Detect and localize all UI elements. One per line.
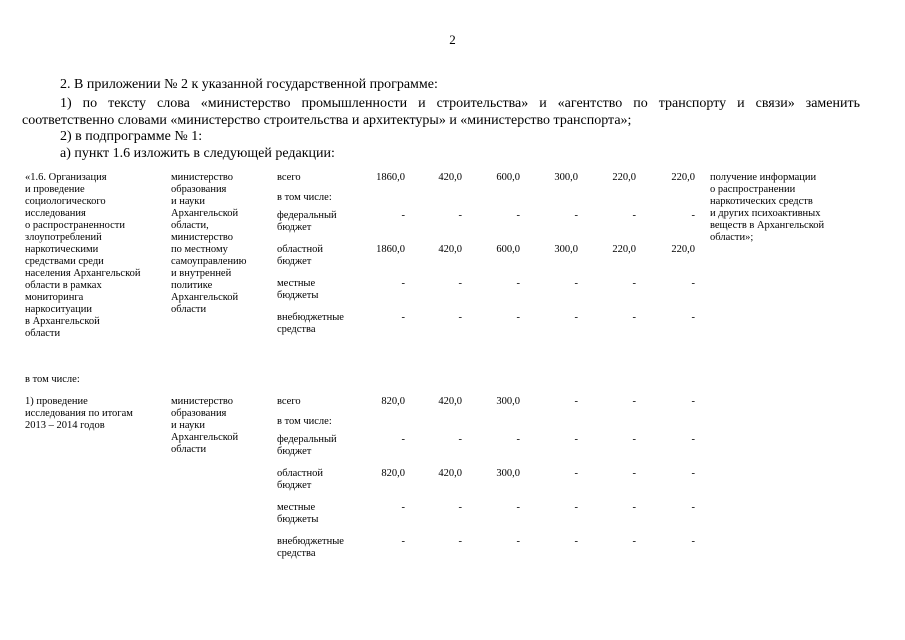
funding-source-label: бюджет <box>277 480 312 491</box>
funding-value: 220,0 <box>612 172 636 183</box>
funding-value: - <box>574 278 578 289</box>
funding-source-label: бюджет <box>277 222 312 233</box>
event-name-line: наркоситуации <box>25 304 92 315</box>
funding-value: - <box>574 468 578 479</box>
funding-value: - <box>574 502 578 513</box>
funding-value: - <box>574 536 578 547</box>
funding-value: 220,0 <box>671 244 695 255</box>
funding-source-label: в том числе: <box>277 192 332 203</box>
funding-value: 420,0 <box>438 468 462 479</box>
funding-value: - <box>458 434 462 445</box>
event-name-line: 1) проведение <box>25 396 88 407</box>
funding-source-label: внебюджетные <box>277 312 344 323</box>
funding-value: - <box>458 536 462 547</box>
funding-value: - <box>401 210 405 221</box>
event-name-line: о распространенности <box>25 220 126 231</box>
funding-value: 220,0 <box>671 172 695 183</box>
funding-value: - <box>574 312 578 323</box>
funding-value: - <box>632 502 636 513</box>
executor-line: области <box>171 444 207 455</box>
executor-line: области <box>171 304 207 315</box>
executor-line: политике <box>171 280 213 291</box>
executor-line: Архангельской <box>171 292 239 303</box>
event-name-line: средствами среди <box>25 256 104 267</box>
funding-value: 600,0 <box>496 244 520 255</box>
funding-value: - <box>632 536 636 547</box>
result-line: и других психоактивных <box>710 208 821 219</box>
funding-value: - <box>516 502 520 513</box>
event-name-line: области в рамках <box>25 280 102 291</box>
funding-source-label: областной <box>277 244 323 255</box>
funding-value: - <box>516 536 520 547</box>
executor-line: образования <box>171 408 227 419</box>
paragraph-1: 2. В приложении № 2 к указанной государственной программе: <box>60 77 438 92</box>
funding-value: - <box>401 502 405 513</box>
result-line: получение информации <box>710 172 817 183</box>
result-line: области»; <box>710 232 754 243</box>
funding-source-label: всего <box>277 396 301 407</box>
funding-value: 600,0 <box>496 172 520 183</box>
executor-line: области, <box>171 220 209 231</box>
funding-value: 300,0 <box>554 244 578 255</box>
funding-source-label: средства <box>277 548 316 559</box>
funding-value: - <box>574 210 578 221</box>
funding-value: - <box>691 278 695 289</box>
funding-source-label: внебюджетные <box>277 536 344 547</box>
funding-source-label: всего <box>277 172 301 183</box>
funding-value: - <box>401 536 405 547</box>
funding-value: - <box>691 210 695 221</box>
executor-line: министерство <box>171 172 234 183</box>
event-name-line: исследования <box>25 208 86 219</box>
funding-value: - <box>401 278 405 289</box>
event-name-line: социологического <box>25 196 106 207</box>
executor-line: министерство <box>171 232 234 243</box>
funding-value: 420,0 <box>438 244 462 255</box>
executor-line: самоуправлению <box>171 256 247 267</box>
funding-source-label: средства <box>277 324 316 335</box>
executor-line: и внутренней <box>171 268 232 279</box>
funding-value: 1860,0 <box>376 244 405 255</box>
event-name-line: злоупотреблений <box>25 232 102 243</box>
funding-value: - <box>691 396 695 407</box>
funding-source-label: областной <box>277 468 323 479</box>
executor-line: министерство <box>171 396 234 407</box>
funding-source-label: бюджеты <box>277 514 319 525</box>
event-name-line: наркотическими <box>25 244 99 255</box>
funding-value: - <box>632 210 636 221</box>
executor-line: образования <box>171 184 227 195</box>
funding-value: 420,0 <box>438 396 462 407</box>
event-name-line: в Архангельской <box>25 316 100 327</box>
funding-value: - <box>632 434 636 445</box>
funding-value: - <box>691 312 695 323</box>
funding-source-label: бюджеты <box>277 290 319 301</box>
funding-source-label: федеральный <box>277 210 337 221</box>
funding-value: - <box>632 278 636 289</box>
funding-value: - <box>691 502 695 513</box>
result-line: о распространении <box>710 184 796 195</box>
funding-source-label: местные <box>277 278 316 289</box>
funding-value: - <box>691 468 695 479</box>
funding-value: 420,0 <box>438 172 462 183</box>
funding-value: - <box>691 536 695 547</box>
paragraph-3: 2) в подпрограмме № 1: <box>60 129 203 144</box>
funding-value: - <box>458 502 462 513</box>
funding-value: - <box>458 312 462 323</box>
funding-value: - <box>574 396 578 407</box>
result-line: наркотических средств <box>710 196 813 207</box>
executor-line: по местному <box>171 244 228 255</box>
result-line: веществ в Архангельской <box>710 220 825 231</box>
funding-value: - <box>401 434 405 445</box>
funding-value: - <box>516 434 520 445</box>
funding-source-label: местные <box>277 502 316 513</box>
funding-value: 820,0 <box>381 396 405 407</box>
funding-value: 300,0 <box>554 172 578 183</box>
event-name-line: и проведение <box>25 184 85 195</box>
funding-source-label: в том числе: <box>277 416 332 427</box>
paragraph-2-line-1: 1) по тексту слова «министерство промышленности и строительства» и «агентство по транспорту и связи» заменить <box>60 96 860 111</box>
including-label: в том числе: <box>25 374 80 385</box>
paragraph-4: а) пункт 1.6 изложить в следующей редакции: <box>60 146 335 161</box>
executor-line: и науки <box>171 196 205 207</box>
funding-value: - <box>516 210 520 221</box>
executor-line: Архангельской <box>171 432 239 443</box>
funding-value: - <box>516 312 520 323</box>
event-name-line: 2013 – 2014 годов <box>25 420 105 431</box>
funding-value: 300,0 <box>496 396 520 407</box>
funding-value: 300,0 <box>496 468 520 479</box>
funding-value: - <box>691 434 695 445</box>
funding-source-label: федеральный <box>277 434 337 445</box>
funding-value: - <box>632 468 636 479</box>
executor-line: и науки <box>171 420 205 431</box>
event-name-line: «1.6. Организация <box>25 172 107 183</box>
funding-value: - <box>632 396 636 407</box>
event-name-line: области <box>25 328 61 339</box>
funding-value: - <box>632 312 636 323</box>
event-name-line: мониторинга <box>25 292 84 303</box>
funding-value: 820,0 <box>381 468 405 479</box>
funding-value: - <box>516 278 520 289</box>
funding-value: - <box>401 312 405 323</box>
paragraph-2-line-2: соответственно словами «министерство строительства и архитектуры» и «министерство транспорта»; <box>22 113 632 128</box>
funding-value: 1860,0 <box>376 172 405 183</box>
event-name-line: исследования по итогам <box>25 408 133 419</box>
executor-line: Архангельской <box>171 208 239 219</box>
funding-value: - <box>574 434 578 445</box>
event-name-line: населения Архангельской <box>25 268 141 279</box>
funding-value: - <box>458 210 462 221</box>
funding-value: - <box>458 278 462 289</box>
funding-source-label: бюджет <box>277 446 312 457</box>
funding-value: 220,0 <box>612 244 636 255</box>
funding-source-label: бюджет <box>277 256 312 267</box>
page-number: 2 <box>449 32 456 47</box>
